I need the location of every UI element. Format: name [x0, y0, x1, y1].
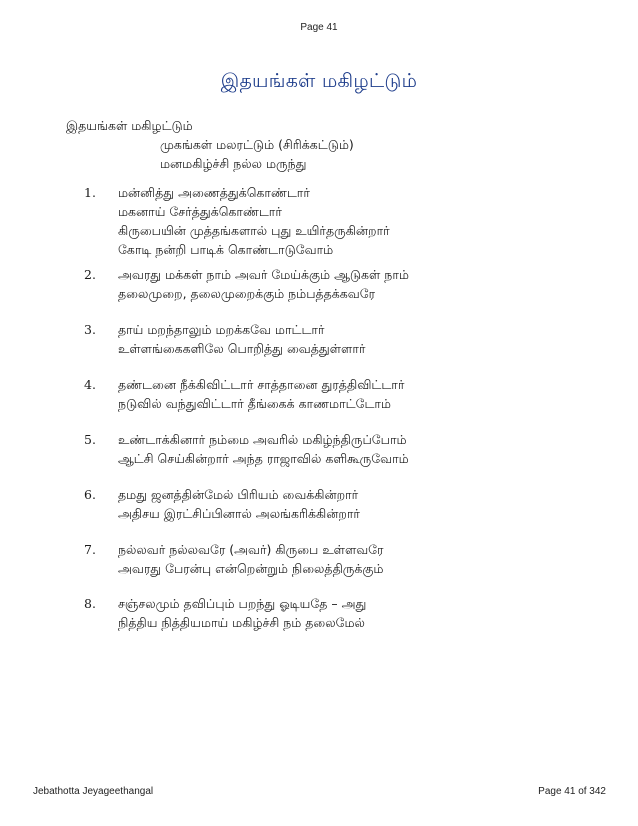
verse-line: அதிசய இரட்சிப்பினால் அலங்கரிக்கின்றார் — [118, 506, 360, 521]
chorus-block — [66, 116, 586, 173]
verse-line: தண்டனை நீக்கிவிட்டார் சாத்தானை துரத்திவிட்டார் — [118, 377, 405, 392]
verse-line: தலைமுறை, தலைமுறைக்கும் நம்பத்தக்கவரே — [118, 286, 376, 301]
verse-line: கிருபையின் முத்தங்களால் புது உயிர்தருகின்றார் — [118, 223, 390, 238]
verse-line: அவரது பேரன்பு என்றென்றும் நிலைத்திருக்கும் — [118, 561, 384, 576]
verse-line: அவரது மக்கள் நாம் அவர் மேய்க்கும் ஆடுகள் நாம் — [118, 267, 409, 282]
verse-line: கோடி நன்றி பாடிக் கொண்டாடுவோம் — [118, 242, 334, 257]
verse-number: 2. — [84, 267, 96, 282]
verse-number: 6. — [84, 487, 96, 502]
verse-number: 1. — [84, 185, 96, 200]
header-page-number: Page 41 — [300, 22, 338, 33]
verse-line: மன்னித்து அணைத்துக்கொண்டார் — [118, 185, 310, 200]
chorus-line: இதயங்கள் மகிழட்டும் — [66, 118, 193, 133]
song-title: இதயங்கள் மகிழட்டும் — [220, 70, 418, 92]
verse-line: உண்டாக்கினார் நம்மை அவரில் மகிழ்ந்திருப்போம் — [118, 432, 407, 447]
verse-line: நல்லவர் நல்லவரே (அவர்) கிருபை உள்ளவரே — [118, 542, 384, 557]
verse-line: உள்ளங்கைகளிலே பொறித்து வைத்துள்ளார் — [118, 341, 366, 356]
verse-line: ஆட்சி செய்கின்றார் அந்த ராஜாவில் களிகூருவோம் — [118, 451, 409, 466]
chorus-line: மனமகிழ்ச்சி நல்ல மருந்து — [160, 156, 307, 171]
footer-book-title: Jebathotta Jeyageethangal — [33, 786, 154, 797]
verse-line: மகனாய் சேர்த்துக்கொண்டார் — [118, 204, 282, 219]
verse-number: 7. — [84, 542, 96, 557]
verse-line: நடுவில் வந்துவிட்டார் தீங்கைக் காணமாட்டோம் — [118, 396, 391, 411]
verse-number: 4. — [84, 377, 96, 392]
verse-number: 3. — [84, 322, 96, 337]
verse-line: சஞ்சலமும் தவிப்பும் பறந்து ஓடியதே – அது — [118, 596, 367, 611]
verse-number: 8. — [84, 596, 96, 611]
footer-page-count: Page 41 of 342 — [538, 786, 606, 797]
verse-line: தமது ஜனத்தின்மேல் பிரியம் வைக்கின்றார் — [118, 487, 359, 502]
verse-line: தாய் மறந்தாலும் மறக்கவே மாட்டார் — [118, 322, 325, 337]
chorus-line: முகங்கள் மலரட்டும் (சிரிக்கட்டும்) — [160, 137, 354, 152]
verse-line: நித்திய நித்தியமாய் மகிழ்ச்சி நம் தலைமேல் — [118, 615, 365, 630]
verse-number: 5. — [84, 432, 96, 447]
